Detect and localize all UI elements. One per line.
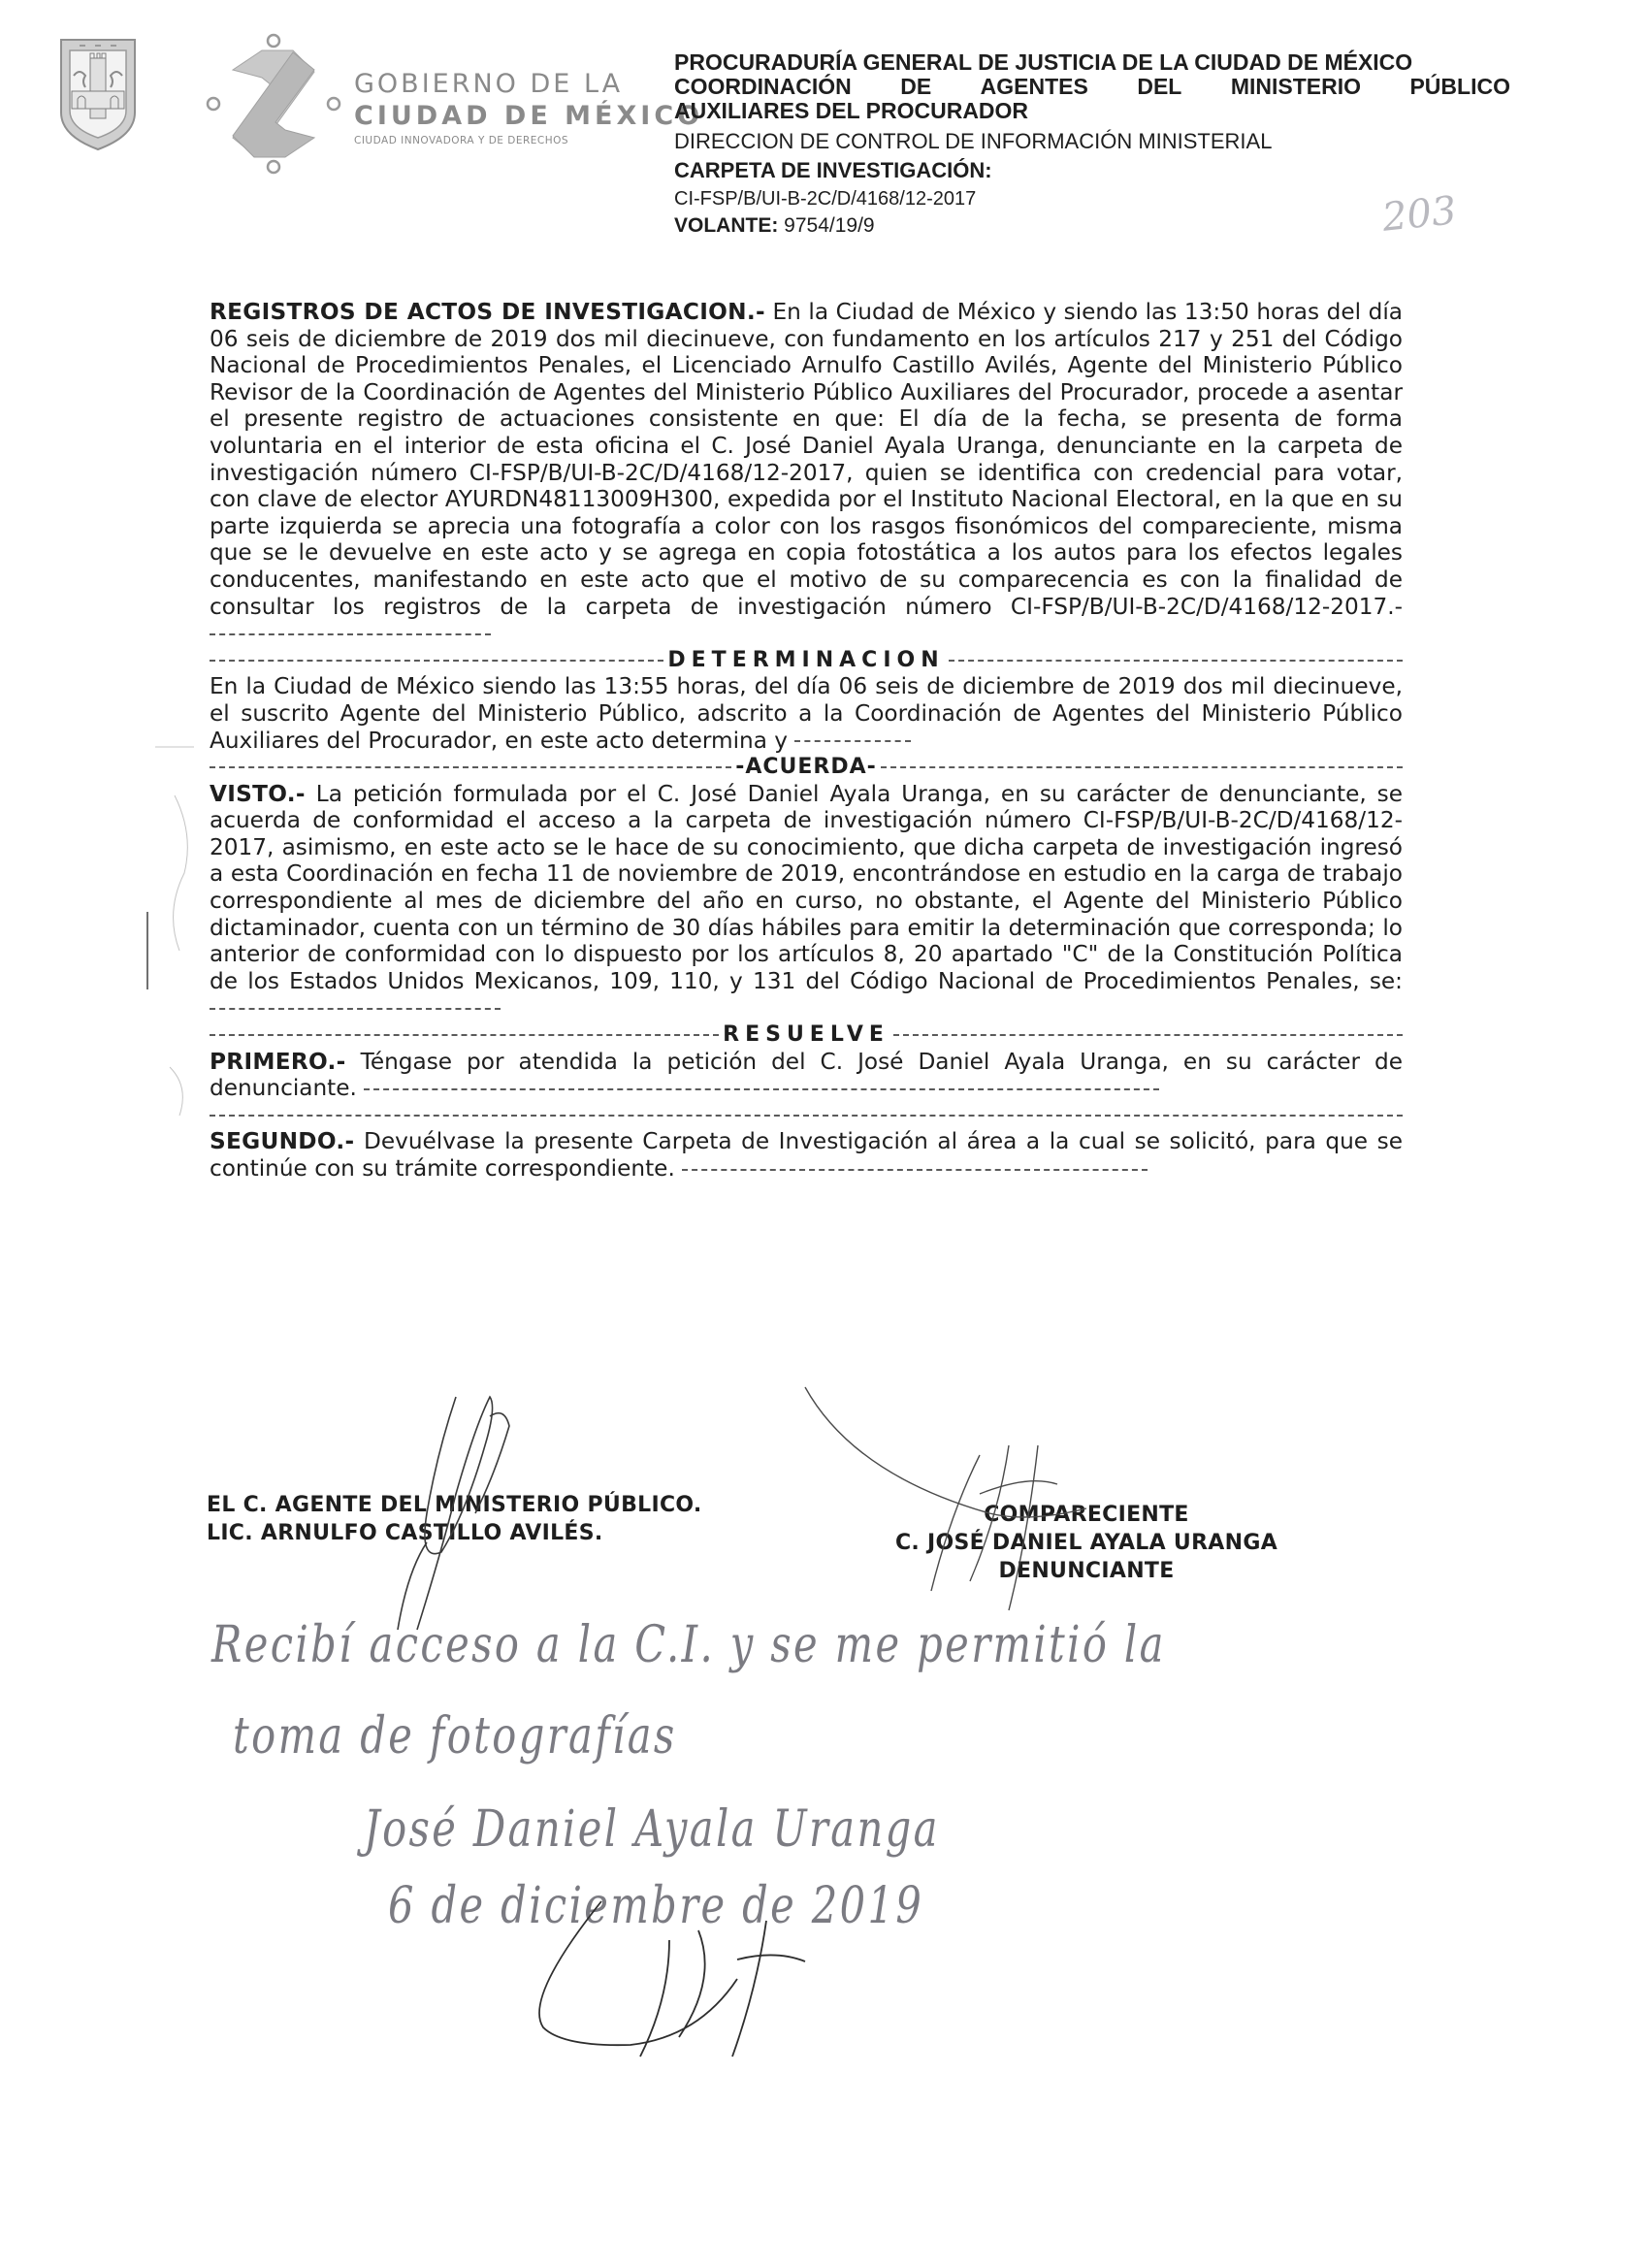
handwritten-date: 6 de diciembre de 2019 — [388, 1877, 924, 1935]
handwritten-signature-name: José Daniel Ayala Uranga — [364, 1800, 940, 1859]
acuerda-divider — [210, 754, 1403, 781]
carpeta-label: CARPETA DE INVESTIGACIÓN: — [674, 158, 992, 182]
visto-paragraph — [210, 781, 1403, 1021]
document-body — [210, 299, 1403, 1183]
dash-filler — [364, 1088, 1159, 1090]
dash-divider — [210, 1102, 1403, 1129]
coordination-word: AGENTES — [980, 74, 1088, 99]
resuelve-divider — [210, 1021, 1403, 1049]
segundo-paragraph — [210, 1128, 1403, 1182]
acuerda-title: -ACUERDA- — [735, 755, 877, 780]
determinacion-title: DETERMINACION — [667, 647, 945, 672]
dash-filler — [210, 1008, 501, 1010]
scanner-marks — [147, 747, 194, 1116]
dash-line — [893, 1034, 1403, 1036]
dash-line — [210, 766, 731, 768]
coordination-word: MINISTERIO — [1230, 74, 1361, 99]
gov-line-2: CIUDAD DE MÉXICO — [354, 101, 704, 131]
gov-slogan: CIUDAD INNOVADORA Y DE DERECHOS — [354, 135, 569, 146]
compareciente-name: C. JOSÉ DANIEL AYALA URANGA — [894, 1531, 1278, 1555]
registro-heading: REGISTROS DE ACTOS DE INVESTIGACION.- — [210, 299, 765, 325]
compareciente-label: COMPARECIENTE — [984, 1503, 1189, 1527]
auxiliares-line: AUXILIARES DEL PROCURADOR — [674, 98, 1029, 123]
carpeta-number: CI-FSP/B/UI-B-2C/D/4168/12-2017 — [674, 188, 977, 210]
compareciente-role: DENUNCIANTE — [998, 1559, 1175, 1583]
registro-text: En la Ciudad de México y siendo las 13:50 horas del día 06 seis de diciembre de 2019 dos mil diecinueve, con fundamento en los artículos 217 y 251 del Código Nacional de Procedimientos Penales, el Licenciado Arnulfo Castillo Avilés, Agente del Ministerio Público Revisor de la Coordinación de Agentes del Ministerio Público Auxiliares del Procurador, procede a asentar el presente registro de actuaciones consistente en que: El día de la fecha, se presenta de forma voluntaria en el interior de esta oficina el C. José Daniel Ayala Uranga, denunciante en la carpeta de investigación número CI-FSP/B/UI-B-2C/D/4168/12-2017, quien se identifica con credencial para votar, con clave de elector AYURDN48113009H300, expedida por el Instituto Nacional Electoral, en la que en su parte izquierda se aprecia una fotografía a color con los rasgos fisonómicos del compareciente, misma que se le devuelve en este acto y se agrega en copia fotostática a los autos para los efectos legales conducentes, manifestando en este acto que el motivo de su comparecencia es con la finalidad de consultar los registros de la carpeta de investigación número CI-FSP/B/UI-B-2C/D/4168/12-2017.- — [210, 299, 1403, 620]
coordination-line — [674, 75, 1510, 99]
primero-text: Téngase por atendida la petición del C. José Daniel Ayala Uranga, en su carácter de denunciante. — [210, 1048, 1403, 1102]
dash-line — [210, 660, 663, 662]
primero-heading: PRIMERO.- — [210, 1048, 346, 1075]
government-logo-text — [354, 68, 703, 149]
coordination-word: DEL — [1137, 74, 1182, 99]
determinacion-paragraph — [210, 673, 1403, 754]
handwritten-note-line-2: toma de fotografías — [233, 1707, 677, 1766]
visto-text: La petición formulada por el C. José Daniel Ayala Uranga, en su carácter de denunciante, se acuerda de conformidad el acceso a la carpeta de investigación número CI-FSP/B/UI-B-2C/D/4168/12-2017, asimismo, en este acto se le hace de su conocimiento, que dicha carpeta de investigación ingresó a esta Coordinación en fecha 11 de noviembre de 2019, encontrándose en estudio en la carga de trabajo correspondiente al mes de diciembre del año en curso, no obstante, el Agente del Ministerio Público dictaminador, cuenta con un término de 30 días hábiles para emitir la determinación que corresponda; lo anterior de conformidad con lo dispuesto por los artículos 8, 20 apartado "C" de la Constitución Política de los Estados Unidos Mexicanos, 109, 110, y 131 del Código Nacional de Procedimientos Penales, se: — [210, 780, 1403, 994]
agent-signature-block — [207, 1491, 702, 1547]
agent-name: LIC. ARNULFO CASTILLO AVILÉS. — [207, 1521, 603, 1545]
determinacion-text: En la Ciudad de México siendo las 13:55 horas, del día 06 seis de diciembre de 2019 dos mil diecinueve, el suscrito Agente del Ministerio Público, adscrito a la Coordinación de Agentes del Ministerio Público Auxiliares del Procurador, en este acto determina y — [210, 673, 1403, 754]
segundo-text: Devuélvase la presente Carpeta de Investigación al área a la cual se solicitó, para que se continúe con su trámite correspondiente. — [210, 1128, 1403, 1182]
segundo-heading: SEGUNDO.- — [210, 1128, 355, 1155]
determinacion-divider — [210, 647, 1403, 674]
handwritten-note-line-1: Recibí acceso a la C.I. y se me permitió la — [211, 1616, 1166, 1674]
dash-line — [210, 1034, 719, 1036]
dash-filler — [210, 633, 491, 635]
volante-label: VOLANTE: — [674, 214, 779, 237]
coordination-word: DE — [900, 74, 932, 99]
visto-heading: VISTO.- — [210, 780, 306, 807]
dash-line — [949, 660, 1403, 662]
coordination-word: PÚBLICO — [1409, 74, 1510, 99]
cdmx-emblem-icon — [206, 31, 341, 177]
compareciente-signature-block — [854, 1501, 1319, 1585]
direction-line: DIRECCION DE CONTROL DE INFORMACIÓN MINISTERIAL — [674, 129, 1273, 153]
dash-filler — [682, 1169, 1148, 1171]
coat-of-arms-icon — [58, 37, 138, 151]
dash-line — [881, 766, 1403, 768]
coordination-word: COORDINACIÓN — [674, 74, 852, 99]
handwritten-folio-number: 203 — [1379, 188, 1459, 241]
registro-paragraph — [210, 299, 1403, 647]
institution-name: PROCURADURÍA GENERAL DE JUSTICIA DE LA CIUDAD DE MÉXICO — [674, 49, 1413, 75]
dash-filler — [794, 740, 911, 742]
dash-line — [210, 1115, 1403, 1117]
agent-title: EL C. AGENTE DEL MINISTERIO PÚBLICO. — [207, 1493, 702, 1517]
resuelve-title: RESUELVE — [723, 1022, 889, 1048]
primero-paragraph — [210, 1049, 1403, 1102]
gov-line-1: GOBIERNO DE LA — [354, 69, 624, 99]
volante-number: 9754/19/9 — [784, 214, 875, 237]
